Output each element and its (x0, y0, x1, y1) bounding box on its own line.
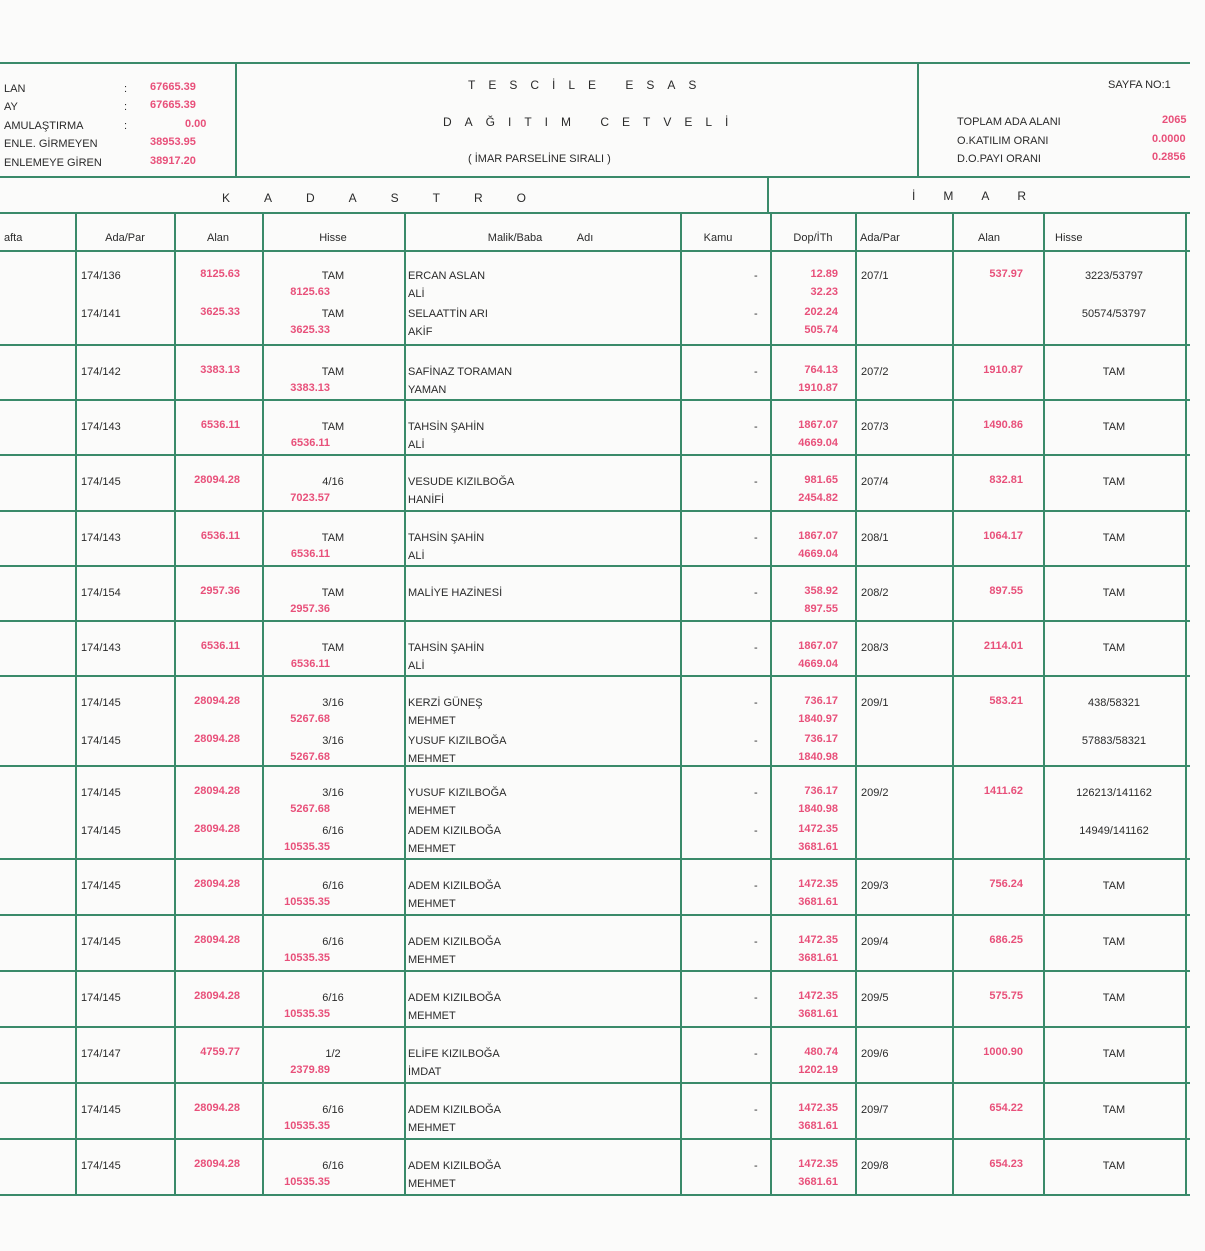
dop-cell: 480.74 (804, 1046, 838, 1058)
summary-right-value: 0.0000 (1152, 133, 1186, 145)
ith-cell: 1840.98 (798, 751, 838, 763)
alan-cell: 6536.11 (200, 419, 240, 431)
summary-right-label: D.O.PAYI ORANI (957, 153, 1041, 165)
section-kadastro: KADASTRO (222, 191, 561, 205)
dop-cell: 981.65 (804, 474, 838, 486)
ith-cell: 505.74 (804, 324, 838, 336)
alan-cell: 28094.28 (194, 823, 240, 835)
hisse-cell: 1/2 (325, 1048, 341, 1060)
ada-par-cell: 174/145 (81, 992, 121, 1004)
ith-cell: 3681.61 (798, 952, 838, 964)
baba-cell: AKİF (408, 326, 433, 338)
ith-cell: 1202.19 (798, 1064, 838, 1076)
column-line (262, 212, 264, 1196)
baba-cell: ALİ (408, 439, 425, 451)
hisse-cell: 6/16 (322, 880, 344, 892)
baba-cell: ALİ (408, 660, 425, 672)
malik-cell: ADEM KIZILBOĞA (408, 825, 501, 837)
imar-hisse-cell: 3223/53797 (1084, 270, 1144, 282)
summary-row: ENLEMEYE GİREN (4, 157, 102, 169)
kamu-cell: - (754, 936, 758, 948)
col-ada-par: Ada/Par (105, 232, 145, 244)
summary-right-value: 2065 (1162, 114, 1187, 126)
header-divider-left (235, 62, 237, 178)
hisse-cell: 6/16 (322, 1104, 344, 1116)
imar-hisse-cell: TAM (1102, 421, 1126, 433)
alan-cell: 28094.28 (194, 785, 240, 797)
dop-cell: 1472.35 (798, 990, 838, 1002)
summary-row: AMULAŞTIRMA (4, 120, 84, 132)
kamu-cell: - (754, 1104, 758, 1116)
malik-cell: KERZİ GÜNEŞ (408, 697, 483, 709)
hisse-alan-cell: 10535.35 (284, 1176, 330, 1188)
row-separator (0, 565, 1190, 567)
row-separator (0, 1082, 1190, 1084)
hisse-alan-cell: 10535.35 (284, 841, 330, 853)
title-line3: ( İMAR PARSELİNE SIRALI ) (468, 153, 611, 165)
alan-cell: 28094.28 (194, 934, 240, 946)
row-separator (0, 765, 1190, 767)
imar-ada-par-cell: 208/1 (861, 532, 889, 544)
summary-sep: : (124, 83, 128, 95)
baba-cell: MEHMET (408, 753, 456, 765)
alan-cell: 28094.28 (194, 695, 240, 707)
hisse-alan-cell: 10535.35 (284, 952, 330, 964)
kamu-cell: - (754, 880, 758, 892)
summary-right-label: O.KATILIM ORANI (957, 135, 1049, 147)
ith-cell: 897.55 (804, 603, 838, 615)
summary-value: 38953.95 (150, 136, 196, 148)
summary-value: 38917.20 (150, 155, 196, 167)
imar-hisse-cell: TAM (1102, 476, 1126, 488)
baba-cell: HANİFİ (408, 494, 445, 506)
imar-ada-par-cell: 208/3 (861, 642, 889, 654)
dop-cell: 1472.35 (798, 934, 838, 946)
kamu-cell: - (754, 825, 758, 837)
hisse-alan-cell: 10535.35 (284, 896, 330, 908)
ada-par-cell: 174/141 (81, 308, 121, 320)
ada-par-cell: 174/145 (81, 697, 121, 709)
column-line (952, 212, 954, 1196)
ith-cell: 4669.04 (798, 658, 838, 670)
section-imar: İMAR (912, 189, 1054, 203)
malik-cell: SAFİNAZ TORAMAN (408, 366, 513, 378)
ith-cell: 3681.61 (798, 1120, 838, 1132)
hisse-cell: 3/16 (322, 735, 344, 747)
header-bottom-border (0, 176, 1190, 178)
row-separator (0, 510, 1190, 512)
kamu-cell: - (754, 421, 758, 433)
malik-cell: YUSUF KIZILBOĞA (408, 787, 507, 799)
column-line (855, 212, 857, 1196)
ith-cell: 4669.04 (798, 548, 838, 560)
dop-cell: 1867.07 (798, 419, 838, 431)
summary-row: ENLE. GİRMEYEN (4, 138, 98, 150)
baba-cell: MEHMET (408, 715, 456, 727)
kamu-cell: - (754, 587, 758, 599)
column-header-bottom-border (0, 250, 1190, 252)
column-line (75, 212, 77, 1196)
alan-cell: 28094.28 (194, 878, 240, 890)
kamu-cell: - (754, 308, 758, 320)
page-number: SAYFA NO:1 (1108, 79, 1171, 91)
malik-cell: VESUDE KIZILBOĞA (408, 476, 515, 488)
alan-cell: 28094.28 (194, 1158, 240, 1170)
kamu-cell: - (754, 642, 758, 654)
imar-hisse-cell: 57883/58321 (1081, 735, 1147, 747)
dop-cell: 1867.07 (798, 640, 838, 652)
imar-alan-cell: 832.81 (989, 474, 1023, 486)
alan-cell: 28094.28 (194, 733, 240, 745)
dop-cell: 1472.35 (798, 823, 838, 835)
ada-par-cell: 174/145 (81, 825, 121, 837)
malik-cell: SELAATTİN ARI (408, 308, 488, 320)
imar-alan-cell: 686.25 (989, 934, 1023, 946)
row-separator (0, 675, 1190, 677)
hisse-alan-cell: 7023.57 (290, 492, 330, 504)
summary-value: 67665.39 (150, 81, 196, 93)
title-line1: TESCİLE ESAS (468, 78, 710, 92)
hisse-cell: TAM (321, 308, 345, 320)
hisse-alan-cell: 2379.89 (290, 1064, 330, 1076)
imar-ada-par-cell: 207/1 (861, 270, 889, 282)
baba-cell: ALİ (408, 550, 425, 562)
kamu-cell: - (754, 1160, 758, 1172)
malik-cell: ADEM KIZILBOĞA (408, 1104, 501, 1116)
row-separator (0, 858, 1190, 860)
dop-cell: 1472.35 (798, 878, 838, 890)
imar-alan-cell: 1000.90 (983, 1046, 1023, 1058)
ada-par-cell: 174/154 (81, 587, 121, 599)
imar-ada-par-cell: 209/7 (861, 1104, 889, 1116)
imar-alan-cell: 1490.86 (983, 419, 1023, 431)
ith-cell: 3681.61 (798, 896, 838, 908)
kamu-cell: - (754, 697, 758, 709)
column-line (404, 212, 406, 1196)
row-separator (0, 1138, 1190, 1140)
imar-alan-cell: 1910.87 (983, 364, 1023, 376)
hisse-cell: 6/16 (322, 825, 344, 837)
malik-cell: ADEM KIZILBOĞA (408, 880, 501, 892)
col-alan: Alan (206, 232, 230, 244)
hisse-cell: TAM (321, 421, 345, 433)
imar-ada-par-cell: 207/2 (861, 366, 889, 378)
dop-cell: 764.13 (804, 364, 838, 376)
hisse-alan-cell: 2957.36 (290, 603, 330, 615)
imar-ada-par-cell: 209/4 (861, 936, 889, 948)
imar-alan-cell: 575.75 (989, 990, 1023, 1002)
column-line (680, 212, 682, 1196)
malik-cell: YUSUF KIZILBOĞA (408, 735, 507, 747)
imar-ada-par-cell: 209/2 (861, 787, 889, 799)
section-divider (767, 176, 769, 214)
ada-par-cell: 174/143 (81, 642, 121, 654)
imar-hisse-cell: 50574/53797 (1081, 308, 1147, 320)
baba-cell: MEHMET (408, 898, 456, 910)
malik-cell: ADEM KIZILBOĞA (408, 936, 501, 948)
ith-cell: 3681.61 (798, 841, 838, 853)
hisse-alan-cell: 5267.68 (290, 713, 330, 725)
col-adi: Adı (576, 232, 594, 244)
ada-par-cell: 174/136 (81, 270, 121, 282)
imar-hisse-cell: TAM (1102, 992, 1126, 1004)
imar-hisse-cell: 14949/141162 (1079, 825, 1149, 837)
hisse-alan-cell: 10535.35 (284, 1008, 330, 1020)
ada-par-cell: 174/145 (81, 1104, 121, 1116)
ith-cell: 3681.61 (798, 1176, 838, 1188)
title-line2: DAĞITIM CETVELİ (443, 115, 742, 129)
imar-hisse-cell: TAM (1102, 642, 1126, 654)
row-separator (0, 914, 1190, 916)
kamu-cell: - (754, 270, 758, 282)
row-separator (0, 970, 1190, 972)
ada-par-cell: 174/145 (81, 880, 121, 892)
kamu-cell: - (754, 366, 758, 378)
ada-par-cell: 174/145 (81, 936, 121, 948)
malik-cell: TAHSİN ŞAHİN (408, 421, 485, 433)
baba-cell: MEHMET (408, 805, 456, 817)
imar-hisse-cell: TAM (1102, 880, 1126, 892)
top-border (0, 62, 1190, 64)
imar-hisse-cell: TAM (1102, 1048, 1126, 1060)
hisse-alan-cell: 3383.13 (290, 382, 330, 394)
section-bottom-border (0, 212, 1190, 214)
ada-par-cell: 174/143 (81, 421, 121, 433)
dop-cell: 358.92 (804, 585, 838, 597)
row-separator (0, 1194, 1190, 1196)
alan-cell: 3383.13 (200, 364, 240, 376)
hisse-cell: 4/16 (322, 476, 344, 488)
col-imar-ada-par: Ada/Par (860, 232, 900, 244)
ada-par-cell: 174/145 (81, 735, 121, 747)
column-line (1185, 212, 1187, 1196)
alan-cell: 8125.63 (200, 268, 240, 280)
malik-cell: ADEM KIZILBOĞA (408, 1160, 501, 1172)
imar-alan-cell: 654.22 (989, 1102, 1023, 1114)
column-line (1043, 212, 1045, 1196)
imar-alan-cell: 756.24 (989, 878, 1023, 890)
imar-hisse-cell: TAM (1102, 1104, 1126, 1116)
alan-cell: 28094.28 (194, 474, 240, 486)
summary-sep: : (124, 120, 128, 132)
imar-hisse-cell: 126213/141162 (1076, 787, 1152, 799)
hisse-alan-cell: 8125.63 (290, 286, 330, 298)
kamu-cell: - (754, 735, 758, 747)
imar-ada-par-cell: 207/3 (861, 421, 889, 433)
imar-alan-cell: 583.21 (989, 695, 1023, 707)
ith-cell: 4669.04 (798, 437, 838, 449)
dop-cell: 202.24 (804, 306, 838, 318)
dop-cell: 736.17 (804, 785, 838, 797)
hisse-cell: 6/16 (322, 1160, 344, 1172)
hisse-cell: 6/16 (322, 992, 344, 1004)
col-pafta: afta (4, 232, 23, 244)
malik-cell: TAHSİN ŞAHİN (408, 532, 485, 544)
dop-cell: 12.89 (810, 268, 838, 280)
hisse-alan-cell: 6536.11 (290, 437, 330, 449)
imar-alan-cell: 654.23 (989, 1158, 1023, 1170)
ada-par-cell: 174/145 (81, 1160, 121, 1172)
col-imar-hisse: Hisse (1055, 232, 1083, 244)
baba-cell: MEHMET (408, 843, 456, 855)
alan-cell: 6536.11 (200, 640, 240, 652)
hisse-alan-cell: 5267.68 (290, 751, 330, 763)
ith-cell: 1840.97 (798, 713, 838, 725)
summary-value: 0.00 (185, 118, 207, 130)
summary-row: AY (4, 101, 18, 113)
alan-cell: 6536.11 (200, 530, 240, 542)
dop-cell: 1472.35 (798, 1102, 838, 1114)
ada-par-cell: 174/145 (81, 476, 121, 488)
summary-row: LAN (4, 83, 26, 95)
baba-cell: MEHMET (408, 1122, 456, 1134)
ada-par-cell: 174/147 (81, 1048, 121, 1060)
hisse-cell: 6/16 (322, 936, 344, 948)
imar-hisse-cell: TAM (1102, 532, 1126, 544)
kamu-cell: - (754, 787, 758, 799)
kamu-cell: - (754, 992, 758, 1004)
hisse-alan-cell: 5267.68 (290, 803, 330, 815)
summary-value: 67665.39 (150, 99, 196, 111)
imar-alan-cell: 2114.01 (983, 640, 1023, 652)
imar-ada-par-cell: 207/4 (861, 476, 889, 488)
ith-cell: 1840.98 (798, 803, 838, 815)
imar-ada-par-cell: 208/2 (861, 587, 889, 599)
row-separator (0, 454, 1190, 456)
row-separator (0, 1026, 1190, 1028)
hisse-cell: TAM (321, 366, 345, 378)
kamu-cell: - (754, 1048, 758, 1060)
imar-hisse-cell: TAM (1102, 366, 1126, 378)
ith-cell: 3681.61 (798, 1008, 838, 1020)
dop-cell: 736.17 (804, 733, 838, 745)
imar-hisse-cell: TAM (1102, 1160, 1126, 1172)
imar-ada-par-cell: 209/5 (861, 992, 889, 1004)
imar-alan-cell: 897.55 (989, 585, 1023, 597)
imar-ada-par-cell: 209/6 (861, 1048, 889, 1060)
hisse-cell: TAM (321, 587, 345, 599)
hisse-cell: TAM (321, 642, 345, 654)
malik-cell: ERCAN ASLAN (408, 270, 486, 282)
baba-cell: ALİ (408, 288, 425, 300)
ada-par-cell: 174/145 (81, 787, 121, 799)
hisse-alan-cell: 6536.11 (290, 548, 330, 560)
hisse-alan-cell: 10535.35 (284, 1120, 330, 1132)
alan-cell: 4759.77 (200, 1046, 240, 1058)
alan-cell: 2957.36 (200, 585, 240, 597)
baba-cell: YAMAN (408, 384, 447, 396)
dop-cell: 736.17 (804, 695, 838, 707)
hisse-cell: 3/16 (322, 697, 344, 709)
baba-cell: MEHMET (408, 1178, 456, 1190)
imar-alan-cell: 1064.17 (983, 530, 1023, 542)
row-separator (0, 620, 1190, 622)
imar-hisse-cell: 438/58321 (1088, 697, 1140, 709)
col-dop: Dop/İTh (793, 232, 833, 244)
hisse-cell: TAM (321, 270, 345, 282)
malik-cell: ELİFE KIZILBOĞA (408, 1048, 500, 1060)
col-kamu: Kamu (703, 232, 733, 244)
row-separator (0, 399, 1190, 401)
dop-cell: 1867.07 (798, 530, 838, 542)
ada-par-cell: 174/143 (81, 532, 121, 544)
malik-cell: TAHSİN ŞAHİN (408, 642, 485, 654)
imar-ada-par-cell: 209/1 (861, 697, 889, 709)
imar-hisse-cell: TAM (1102, 936, 1126, 948)
baba-cell: İMDAT (408, 1066, 442, 1078)
ith-cell: 1910.87 (798, 382, 838, 394)
baba-cell: MEHMET (408, 954, 456, 966)
imar-alan-cell: 537.97 (989, 268, 1023, 280)
summary-right-label: TOPLAM ADA ALANI (957, 116, 1061, 128)
col-imar-alan: Alan (977, 232, 1001, 244)
summary-right-value: 0.2856 (1152, 151, 1186, 163)
alan-cell: 28094.28 (194, 1102, 240, 1114)
malik-cell: MALİYE HAZİNESİ (408, 587, 503, 599)
summary-sep: : (124, 101, 128, 113)
hisse-cell: 3/16 (322, 787, 344, 799)
imar-alan-cell: 1411.62 (983, 785, 1023, 797)
imar-hisse-cell: TAM (1102, 587, 1126, 599)
baba-cell: MEHMET (408, 1010, 456, 1022)
dop-cell: 1472.35 (798, 1158, 838, 1170)
ith-cell: 32.23 (810, 286, 838, 298)
malik-cell: ADEM KIZILBOĞA (408, 992, 501, 1004)
header-divider-right (917, 62, 919, 178)
hisse-cell: TAM (321, 532, 345, 544)
ada-par-cell: 174/142 (81, 366, 121, 378)
row-separator (0, 344, 1190, 346)
kamu-cell: - (754, 532, 758, 544)
hisse-alan-cell: 3625.33 (290, 324, 330, 336)
alan-cell: 3625.33 (200, 306, 240, 318)
ith-cell: 2454.82 (798, 492, 838, 504)
imar-ada-par-cell: 209/3 (861, 880, 889, 892)
imar-ada-par-cell: 209/8 (861, 1160, 889, 1172)
col-malik: Malik/Baba (487, 232, 543, 244)
hisse-alan-cell: 6536.11 (290, 658, 330, 670)
kamu-cell: - (754, 476, 758, 488)
col-hisse: Hisse (319, 232, 347, 244)
alan-cell: 28094.28 (194, 990, 240, 1002)
